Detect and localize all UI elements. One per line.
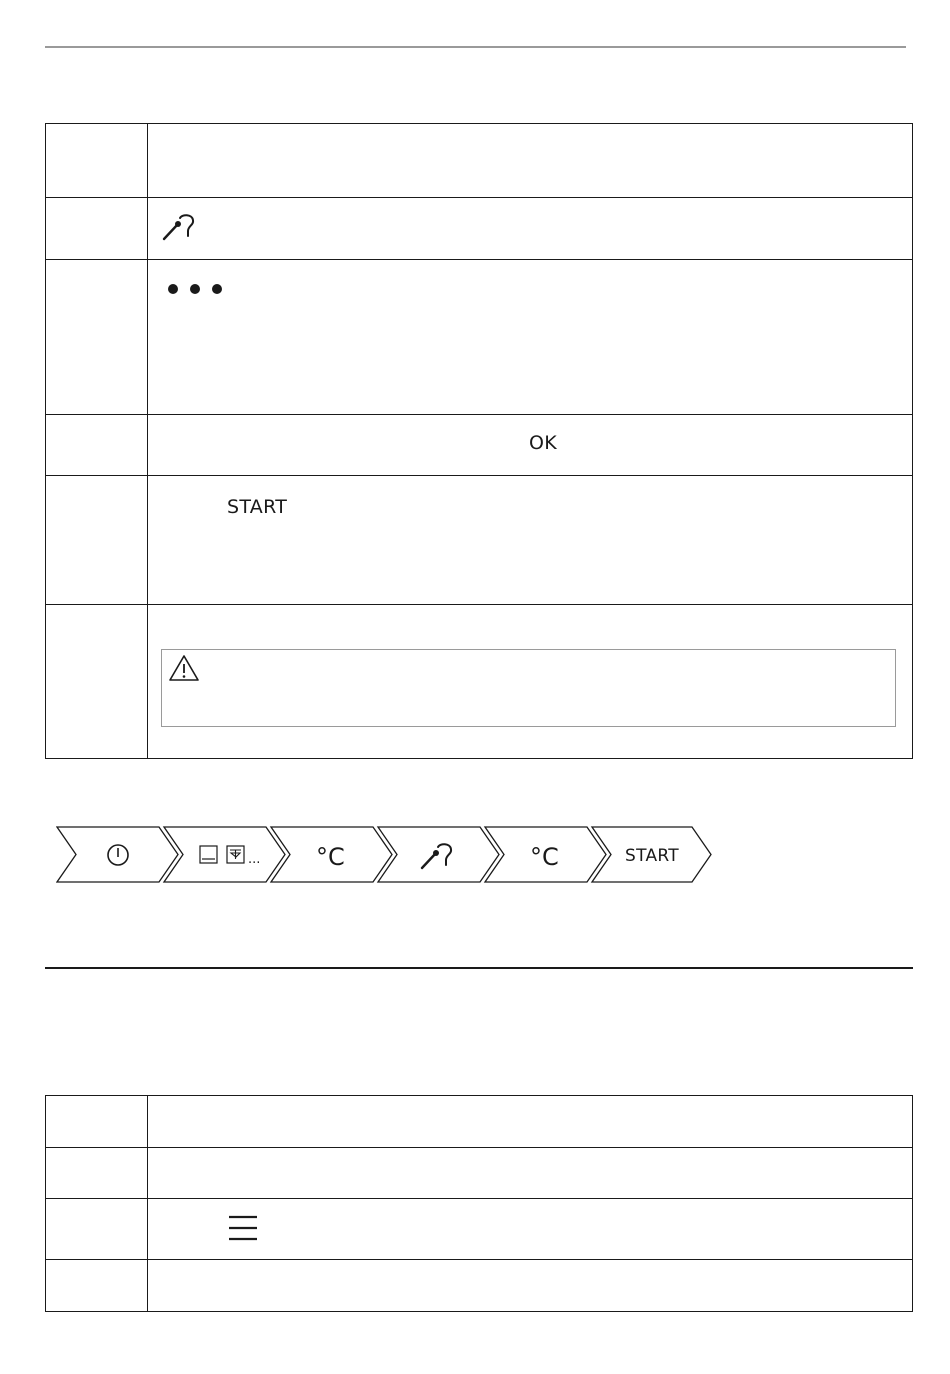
oven-function-ellipsis: ...	[248, 852, 261, 867]
core-temperature-sensor-icon	[422, 844, 451, 868]
step-description-cell	[148, 1260, 913, 1312]
step-description-cell	[148, 415, 913, 476]
procedure-sequence	[56, 826, 716, 884]
table-row	[46, 260, 913, 415]
table-row	[46, 1260, 913, 1312]
step-number-cell	[46, 1260, 148, 1312]
step-number-cell	[46, 1199, 148, 1260]
table-row	[46, 476, 913, 605]
step-number-cell	[46, 1148, 148, 1199]
power-icon	[108, 845, 128, 865]
step-description-cell	[148, 476, 913, 605]
step-number-cell	[46, 198, 148, 260]
step-number-cell	[46, 415, 148, 476]
steps-table-1	[45, 123, 913, 759]
step-number-cell	[46, 605, 148, 759]
warning-box	[161, 649, 896, 727]
step-number-cell	[46, 124, 148, 198]
table-row	[46, 415, 913, 476]
warning-icon	[168, 654, 200, 682]
step-number-cell	[46, 1096, 148, 1148]
ok-button-label: OK	[529, 432, 558, 454]
sequence-step-power	[57, 827, 178, 882]
menu-icon	[228, 1215, 258, 1241]
steps-table-2	[45, 1095, 913, 1312]
step-description-cell	[148, 1096, 913, 1148]
sequence-step-temperature	[271, 827, 392, 882]
core-temperature-unit-label: °C	[530, 843, 559, 871]
oven-function-icons	[200, 846, 244, 863]
header-rule	[45, 46, 906, 48]
start-label: START	[625, 846, 679, 866]
table-row	[46, 124, 913, 198]
step-description-cell	[148, 1148, 913, 1199]
table-row	[46, 605, 913, 759]
sequence-step-start	[592, 827, 711, 882]
core-temperature-sensor-icon	[162, 213, 198, 241]
section-rule	[45, 967, 913, 969]
sequence-step-oven-function	[164, 827, 285, 882]
start-button-label: START	[227, 496, 288, 518]
table-row	[46, 1199, 913, 1260]
step-number-cell	[46, 476, 148, 605]
sequence-step-core-sensor	[378, 827, 499, 882]
step-number-cell	[46, 260, 148, 415]
more-options-icon	[166, 282, 226, 296]
step-description-cell	[148, 124, 913, 198]
table-row	[46, 1148, 913, 1199]
step-description-cell	[148, 198, 913, 260]
table-row	[46, 198, 913, 260]
step-description-cell	[148, 605, 913, 759]
step-description-cell	[148, 1199, 913, 1260]
table-row	[46, 1096, 913, 1148]
temperature-unit-label: °C	[316, 843, 345, 871]
step-description-cell	[148, 260, 913, 415]
sequence-step-core-temperature	[485, 827, 606, 882]
